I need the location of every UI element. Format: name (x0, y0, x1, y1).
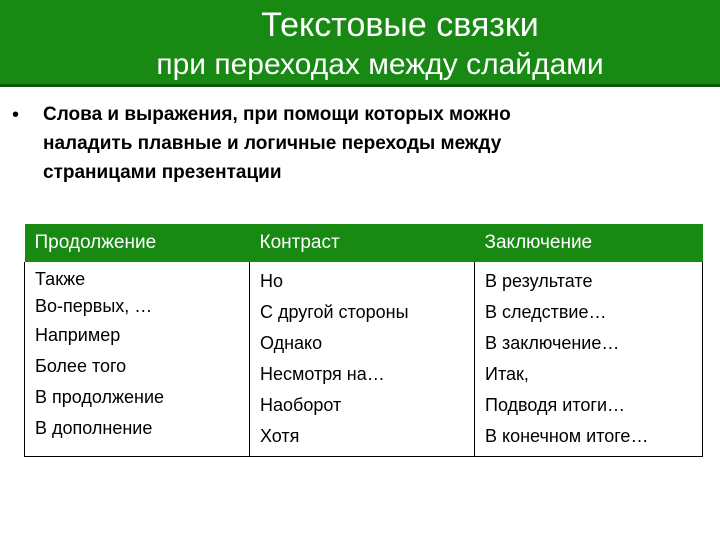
list-item: Во-первых, … (35, 296, 153, 316)
title-divider (0, 84, 720, 87)
header-contrast: Контраст (250, 224, 475, 262)
header-conclusion: Заключение (475, 224, 703, 262)
column-contrast (250, 262, 475, 457)
bullet-marker: • (12, 104, 20, 126)
list-item: В продолжение (35, 387, 165, 407)
column-continuation (25, 262, 250, 457)
list-item: Хотя (260, 426, 300, 446)
connectives-table (24, 224, 703, 457)
list-item: Например (35, 325, 121, 345)
list-item: Однако (260, 333, 323, 353)
slide-title: Текстовые связки (261, 6, 539, 44)
list-item: Итак, (485, 364, 529, 384)
list-item: В результате (485, 271, 593, 291)
bullet-text: Слова и выражения, при помощи которых можно наладить плавные и логичные переходы между страницами презентации (43, 104, 511, 183)
list-item: В конечном итоге… (485, 426, 649, 446)
list-item: Более того (35, 356, 127, 376)
list-item: В дополнение (35, 418, 153, 438)
list-item: Несмотря на… (260, 364, 385, 384)
column-conclusion (475, 262, 703, 457)
list-item: Но (260, 271, 284, 291)
list-item: В следствие… (485, 302, 607, 322)
list-item: Также (35, 269, 86, 289)
slide-subtitle: при переходах между слайдами (156, 48, 604, 81)
table-header-row (25, 224, 703, 262)
list-item: Подводя итоги… (485, 395, 626, 415)
header-continuation: Продолжение (25, 224, 250, 262)
list-item: Наоборот (260, 395, 342, 415)
list-item: С другой стороны (260, 302, 409, 322)
list-item: В заключение… (485, 333, 620, 353)
title-bar (0, 0, 720, 84)
table-row (25, 262, 703, 457)
